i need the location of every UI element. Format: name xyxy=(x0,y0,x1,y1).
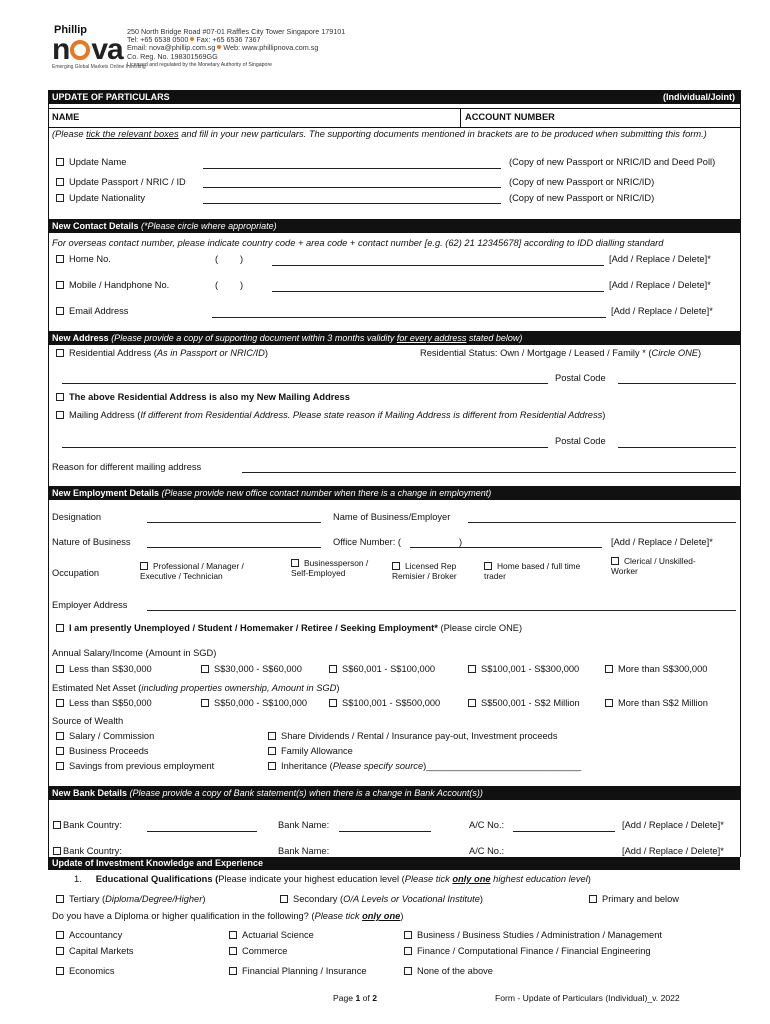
salary-option-1[interactable] xyxy=(56,664,152,674)
employment-bar-title: New Employment Details xyxy=(52,488,160,498)
residential-label: Residential Address ( xyxy=(69,348,157,358)
employer-address-label: Employer Address xyxy=(52,600,128,610)
occupation-home-trader[interactable] xyxy=(484,561,602,581)
instructions-post: and fill in your new particulars. The supporting documents mentioned in brackets are to be produced when submitting this form.) xyxy=(178,129,707,139)
bank-bar-note: (Please provide a copy of Bank statement(s) when there is a change in Bank Account(s)) xyxy=(127,788,483,798)
update-nationality-doc: (Copy of new Passport or NRIC/ID) xyxy=(509,193,655,203)
checkbox-icon xyxy=(56,194,64,202)
checkbox-icon xyxy=(56,281,64,289)
edu-secondary-close: ) xyxy=(479,894,484,904)
brand-n: n xyxy=(52,33,70,66)
inheritance-pre: Inheritance ( xyxy=(281,761,333,771)
checkbox-icon xyxy=(605,665,613,673)
wealth-label: Salary / Commission xyxy=(69,731,155,741)
checkbox-icon xyxy=(291,559,299,567)
update-name-doc: (Copy of new Passport or NRIC/ID and Deed Poll) xyxy=(509,157,716,167)
instructions-pre: (Please xyxy=(52,129,87,139)
acno-label-1: A/C No.: xyxy=(469,820,505,830)
subject-label: Finance / Computational Finance / Financial Engineering xyxy=(417,946,651,956)
edu-tertiary-italic: Diploma/Degree/Higher xyxy=(105,894,203,904)
subject-capital-markets[interactable] xyxy=(56,946,134,956)
asset-option-1[interactable] xyxy=(56,698,152,708)
separator-dot-icon xyxy=(190,37,194,41)
wealth-savings[interactable] xyxy=(56,761,214,771)
asset-title-italic: including properties ownership, Amount in SGD xyxy=(141,683,337,693)
checkbox-icon xyxy=(329,665,337,673)
nature-field[interactable] xyxy=(147,547,321,548)
bank-country-label: Bank Country: xyxy=(63,820,122,830)
mailing-label-italic: If different from Residential Address. Please state reason if Mailing Address is different from Residential Address xyxy=(140,410,603,420)
mailing-label-close: ) xyxy=(602,410,606,420)
employer-name-label: Name of Business/Employer xyxy=(333,512,451,522)
checkbox-icon xyxy=(404,947,412,955)
edu-tertiary-pre: Tertiary ( xyxy=(69,894,106,904)
occupation-businessperson[interactable] xyxy=(291,558,387,578)
email-action: [Add / Replace / Delete]* xyxy=(611,306,713,316)
bank-name-field-1[interactable] xyxy=(339,831,431,832)
q1-close: ) xyxy=(587,874,591,884)
checkbox-icon xyxy=(229,931,237,939)
status-pre: Residential Status: Own / Mortgage / Leased / Family * ( xyxy=(420,348,652,358)
same-mailing-label: The above Residential Address is also my New Mailing Address xyxy=(69,392,350,402)
subject-label: Commerce xyxy=(242,946,288,956)
home-area-open: ( xyxy=(215,254,219,264)
company-regulated: Licensed and regulated by the Monetary Authority of Singapore xyxy=(127,61,273,68)
subject-label: Business / Business Studies / Administration / Management xyxy=(417,930,662,940)
edu-tertiary-checkbox[interactable] xyxy=(56,894,205,904)
salary-option-3[interactable] xyxy=(329,664,435,674)
checkbox-icon xyxy=(56,255,64,263)
office-number-close: ) xyxy=(459,537,463,547)
reason-field[interactable] xyxy=(242,472,736,473)
subject-label: Accountancy xyxy=(69,930,123,940)
bank-country-checkbox-1[interactable] xyxy=(53,820,122,830)
subject-financial-planning[interactable] xyxy=(229,966,367,976)
checkbox-icon xyxy=(56,732,64,740)
subject-label: None of the above xyxy=(417,966,493,976)
checkbox-icon xyxy=(56,158,64,166)
asset-option-5[interactable] xyxy=(605,698,708,708)
diploma-question xyxy=(52,911,403,921)
bank-action-2: [Add / Replace / Delete]* xyxy=(622,846,724,856)
form-frame-left xyxy=(48,90,49,857)
salary-option-4[interactable] xyxy=(468,664,579,674)
salary-option-label: More than S$300,000 xyxy=(618,664,708,674)
edu-secondary-italic: O/A Levels or Vocational Institute xyxy=(343,894,480,904)
instructions xyxy=(52,129,736,141)
checkbox-icon xyxy=(404,931,412,939)
checkbox-icon xyxy=(56,349,64,357)
residential-address-field[interactable] xyxy=(62,383,548,384)
subject-label: Economics xyxy=(69,966,115,976)
contact-bar-title: New Contact Details xyxy=(52,221,139,231)
asset-option-3[interactable] xyxy=(329,698,440,708)
residential-postal-label: Postal Code xyxy=(555,373,606,383)
wealth-title: Source of Wealth xyxy=(52,716,124,726)
bank-name-label-1: Bank Name: xyxy=(278,820,330,830)
separator-dot-icon xyxy=(217,45,221,49)
occupation-licensed-rep-label: Licensed Rep Remisier / Broker xyxy=(392,561,457,581)
mailing-address-checkbox[interactable] xyxy=(56,410,605,420)
q1-italic-bold: only one xyxy=(452,874,491,884)
bank-action-1: [Add / Replace / Delete]* xyxy=(622,820,724,830)
checkbox-icon xyxy=(56,624,64,632)
checkbox-icon xyxy=(53,821,61,829)
company-tel: Tel: +65 6538 0500 xyxy=(127,35,189,45)
inheritance-italic: Please specify source xyxy=(332,761,424,771)
asset-title-close: ) xyxy=(336,683,340,693)
subject-none[interactable] xyxy=(404,966,493,976)
checkbox-icon xyxy=(268,762,276,770)
home-no-checkbox[interactable] xyxy=(56,254,111,264)
acno-label-2: A/C No.: xyxy=(469,846,505,856)
reason-label: Reason for different mailing address xyxy=(52,462,202,472)
company-address: 250 North Bridge Road #07-01 Raffles City Tower Singapore 179101 xyxy=(127,27,346,36)
company-address-block xyxy=(127,28,345,69)
mobile-no-checkbox[interactable] xyxy=(56,280,169,290)
q1-bold: Educational Qualifications ( xyxy=(95,874,219,884)
checkbox-icon xyxy=(329,699,337,707)
update-name-checkbox[interactable] xyxy=(56,157,126,167)
subject-finance[interactable] xyxy=(404,946,651,956)
checkbox-icon xyxy=(280,895,288,903)
home-no-action: [Add / Replace / Delete]* xyxy=(609,254,711,264)
wealth-business[interactable] xyxy=(56,746,149,756)
office-number-field[interactable] xyxy=(410,547,602,548)
address-bar-note: (Please provide a copy of supporting document within 3 months validity xyxy=(108,333,397,343)
edu-secondary-checkbox[interactable] xyxy=(280,894,483,904)
diploma-q-italic: Please tick xyxy=(314,911,363,921)
occupation-label: Occupation xyxy=(52,568,100,578)
diploma-q-bold: only one xyxy=(362,911,401,921)
subject-actuarial[interactable] xyxy=(229,930,314,940)
asset-title xyxy=(52,683,340,693)
designation-field[interactable] xyxy=(147,522,321,523)
home-area-close: ) xyxy=(240,254,244,264)
update-nationality-label: Update Nationality xyxy=(69,193,145,203)
residential-label-italic: As in Passport or NRIC/ID xyxy=(156,348,265,358)
asset-option-label: S$500,001 - S$2 Million xyxy=(481,698,580,708)
nature-label: Nature of Business xyxy=(52,537,131,547)
edu-secondary-pre: Secondary ( xyxy=(293,894,344,904)
subject-accountancy[interactable] xyxy=(56,930,122,940)
wealth-label: Business Proceeds xyxy=(69,746,149,756)
salary-option-label: S$60,001 - S$100,000 xyxy=(342,664,436,674)
asset-title-pre: Estimated Net Asset ( xyxy=(52,683,142,693)
home-no-label: Home No. xyxy=(69,254,111,264)
checkbox-icon xyxy=(229,947,237,955)
checkbox-icon xyxy=(56,895,64,903)
asset-option-4[interactable] xyxy=(468,698,580,708)
company-email: Email: nova@phillip.com.sg xyxy=(127,43,216,53)
subject-label: Capital Markets xyxy=(69,946,134,956)
occupation-clerical[interactable] xyxy=(611,556,721,576)
checkbox-icon xyxy=(605,699,613,707)
checkbox-icon xyxy=(56,665,64,673)
subject-commerce[interactable] xyxy=(229,946,287,956)
occupation-professional[interactable] xyxy=(140,561,280,581)
mobile-area-close: ) xyxy=(240,280,244,290)
update-name-field[interactable] xyxy=(203,168,501,169)
checkbox-icon xyxy=(140,562,148,570)
q1-normal: Please indicate your highest education level ( xyxy=(218,874,405,884)
residential-address-checkbox[interactable] xyxy=(56,348,268,358)
checkbox-icon xyxy=(468,699,476,707)
form-title: UPDATE OF PARTICULARS xyxy=(52,92,170,102)
brand-o-ring-icon xyxy=(70,40,90,60)
diploma-q-close: ) xyxy=(400,911,404,921)
occupation-licensed-rep[interactable] xyxy=(392,561,478,581)
checkbox-icon xyxy=(56,947,64,955)
q1-number: 1. xyxy=(74,874,82,884)
wealth-dividends[interactable] xyxy=(268,731,557,741)
update-nationality-checkbox[interactable] xyxy=(56,193,145,203)
unemployed-note: (Please circle ONE) xyxy=(437,623,523,633)
subject-economics[interactable] xyxy=(56,966,114,976)
checkbox-icon xyxy=(56,747,64,755)
checkbox-icon xyxy=(56,393,64,401)
edu-tertiary-close: ) xyxy=(202,894,206,904)
subject-label: Actuarial Science xyxy=(242,930,314,940)
asset-option-label: Less than S$50,000 xyxy=(69,698,152,708)
overseas-note: For overseas contact number, please indicate country code + area code + contact number [e.g. (62) 21 12345678] according to IDD dialling standard xyxy=(52,238,664,248)
salary-option-5[interactable] xyxy=(605,664,707,674)
unemployed-checkbox[interactable] xyxy=(56,623,522,633)
divider xyxy=(48,108,740,109)
residential-status xyxy=(420,348,701,358)
home-no-field[interactable] xyxy=(272,265,604,266)
asset-option-label: S$100,001 - S$500,000 xyxy=(342,698,441,708)
mobile-no-action: [Add / Replace / Delete]* xyxy=(609,280,711,290)
diploma-q-pre: Do you have a Diploma or higher qualification in the following? ( xyxy=(52,911,315,921)
q1-italic-pre: Please tick xyxy=(404,874,453,884)
wealth-inheritance[interactable] xyxy=(268,761,581,771)
contact-bar xyxy=(48,219,740,233)
title-bar xyxy=(48,90,740,104)
employment-bar xyxy=(48,486,740,500)
wealth-salary[interactable] xyxy=(56,731,154,741)
email-field[interactable] xyxy=(212,317,606,318)
salary-option-2[interactable] xyxy=(201,664,302,674)
mailing-postal-field[interactable] xyxy=(618,447,736,448)
inheritance-close: )______________________________ xyxy=(423,761,582,771)
occupation-home-trader-label: Home based / full time trader xyxy=(484,561,581,581)
salary-option-label: Less than S$30,000 xyxy=(69,664,152,674)
bank-bar xyxy=(48,786,740,800)
instructions-underlined: tick the relevant boxes xyxy=(86,129,179,139)
wealth-label: Savings from previous employment xyxy=(69,761,215,771)
checkbox-icon xyxy=(56,699,64,707)
q1-italic-post: highest education level xyxy=(490,874,588,884)
investment-bar xyxy=(48,857,740,870)
address-bar xyxy=(48,331,740,345)
checkbox-icon xyxy=(56,762,64,770)
occupation-professional-label: Professional / Manager / Executive / Technician xyxy=(140,561,244,581)
email-label: Email Address xyxy=(69,306,129,316)
address-bar-note-underlined: for every address xyxy=(396,333,467,343)
divider xyxy=(48,127,740,128)
checkbox-icon xyxy=(201,699,209,707)
page-current: 1 xyxy=(355,993,361,1003)
wealth-family[interactable] xyxy=(268,746,353,756)
employer-address-field[interactable] xyxy=(147,610,736,611)
bank-name-label-2: Bank Name: xyxy=(278,846,330,856)
mobile-no-label: Mobile / Handphone No. xyxy=(69,280,170,290)
checkbox-icon xyxy=(484,562,492,570)
bank-country-label: Bank Country: xyxy=(63,846,122,856)
company-web: Web: www.phillipnova.com.sg xyxy=(223,43,319,53)
checkbox-icon xyxy=(268,732,276,740)
occupation-clerical-label: Clerical / Unskilled-Worker xyxy=(611,556,696,576)
form-type: (Individual/Joint) xyxy=(663,92,735,102)
occupation-businessperson-label: Businessperson / Self-Employed xyxy=(291,558,369,578)
mailing-postal-label: Postal Code xyxy=(555,436,606,446)
checkbox-icon xyxy=(468,665,476,673)
brand-top-text: Phillip xyxy=(54,24,87,36)
unemployed-label: I am presently Unemployed / Student / Homemaker / Retiree / Seeking Employment* xyxy=(69,623,438,633)
update-passport-field[interactable] xyxy=(203,187,501,188)
update-passport-doc: (Copy of new Passport or NRIC/ID) xyxy=(509,177,655,187)
account-number-label: ACCOUNT NUMBER xyxy=(465,112,555,122)
asset-option-label: S$50,000 - S$100,000 xyxy=(214,698,308,708)
contact-bar-note: (*Please circle where appropriate) xyxy=(138,221,277,231)
employment-bar-note: (Please provide new office contact number when there is a change in employment) xyxy=(159,488,492,498)
subject-business[interactable] xyxy=(404,930,662,940)
brand-tagline: Emerging Global Markets Online Investing xyxy=(52,64,146,70)
address-bar-title: New Address xyxy=(52,333,109,343)
acno-field-1[interactable] xyxy=(513,831,615,832)
asset-option-2[interactable] xyxy=(201,698,307,708)
checkbox-icon xyxy=(56,931,64,939)
bank-country-field-1[interactable] xyxy=(147,831,257,832)
checkbox-icon xyxy=(229,967,237,975)
investment-bar-title: Update of Investment Knowledge and Experience xyxy=(52,858,264,868)
wealth-label: Share Dividends / Rental / Insurance pay-out, Investment proceeds xyxy=(281,731,558,741)
checkbox-icon xyxy=(56,307,64,315)
address-bar-note-post: stated below) xyxy=(466,333,523,343)
page-of: of xyxy=(360,993,373,1003)
checkbox-icon xyxy=(589,895,597,903)
same-mailing-checkbox[interactable] xyxy=(56,392,350,402)
asset-option-label: More than S$2 Million xyxy=(618,698,708,708)
checkbox-icon xyxy=(56,411,64,419)
status-italic: Circle ONE xyxy=(651,348,698,358)
update-passport-label: Update Passport / NRIC / ID xyxy=(69,177,186,187)
residential-postal-field[interactable] xyxy=(618,383,736,384)
status-close: ) xyxy=(698,348,702,358)
page-pre: Page xyxy=(333,993,356,1003)
name-account-divider xyxy=(460,108,461,127)
subject-label: Financial Planning / Insurance xyxy=(242,966,367,976)
residential-label-close: ) xyxy=(264,348,268,358)
checkbox-icon xyxy=(56,178,64,186)
wealth-label: Family Allowance xyxy=(281,746,353,756)
question-1 xyxy=(74,874,591,884)
update-name-label: Update Name xyxy=(69,157,127,167)
update-passport-checkbox[interactable] xyxy=(56,177,186,187)
designation-label: Designation xyxy=(52,512,102,522)
company-fax: Fax: +65 6536 7367 xyxy=(196,35,261,45)
mobile-area-open: ( xyxy=(215,280,219,290)
mailing-address-field[interactable] xyxy=(62,447,548,448)
page-number xyxy=(333,993,377,1003)
checkbox-icon xyxy=(201,665,209,673)
checkbox-icon xyxy=(392,562,400,570)
checkbox-icon xyxy=(56,967,64,975)
name-label: NAME xyxy=(52,112,80,122)
checkbox-icon xyxy=(268,747,276,755)
update-nationality-field[interactable] xyxy=(203,203,501,204)
bank-country-checkbox-2[interactable] xyxy=(53,846,122,856)
edu-primary-checkbox[interactable] xyxy=(589,894,679,904)
mobile-no-field[interactable] xyxy=(272,291,604,292)
office-number-action: [Add / Replace / Delete]* xyxy=(611,537,713,547)
checkbox-icon xyxy=(404,967,412,975)
salary-option-label: S$100,001 - S$300,000 xyxy=(481,664,580,674)
form-frame-right xyxy=(740,90,741,857)
salary-option-label: S$30,000 - S$60,000 xyxy=(214,664,302,674)
employer-name-field[interactable] xyxy=(468,522,736,523)
company-reg: Co. Reg. No. 198301569GG xyxy=(127,51,218,61)
form-version: Form - Update of Particulars (Individual)_v. 2022 xyxy=(495,993,680,1003)
office-number-label: Office Number: ( xyxy=(333,537,402,547)
checkbox-icon xyxy=(611,557,619,565)
salary-title: Annual Salary/Income (Amount in SGD) xyxy=(52,648,217,658)
email-checkbox[interactable] xyxy=(56,306,128,316)
checkbox-icon xyxy=(53,847,61,855)
page-total: 2 xyxy=(372,993,377,1003)
brand-rest: va xyxy=(91,33,123,66)
edu-primary-label: Primary and below xyxy=(602,894,679,904)
bank-bar-title: New Bank Details xyxy=(52,788,128,798)
mailing-label: Mailing Address ( xyxy=(69,410,141,420)
